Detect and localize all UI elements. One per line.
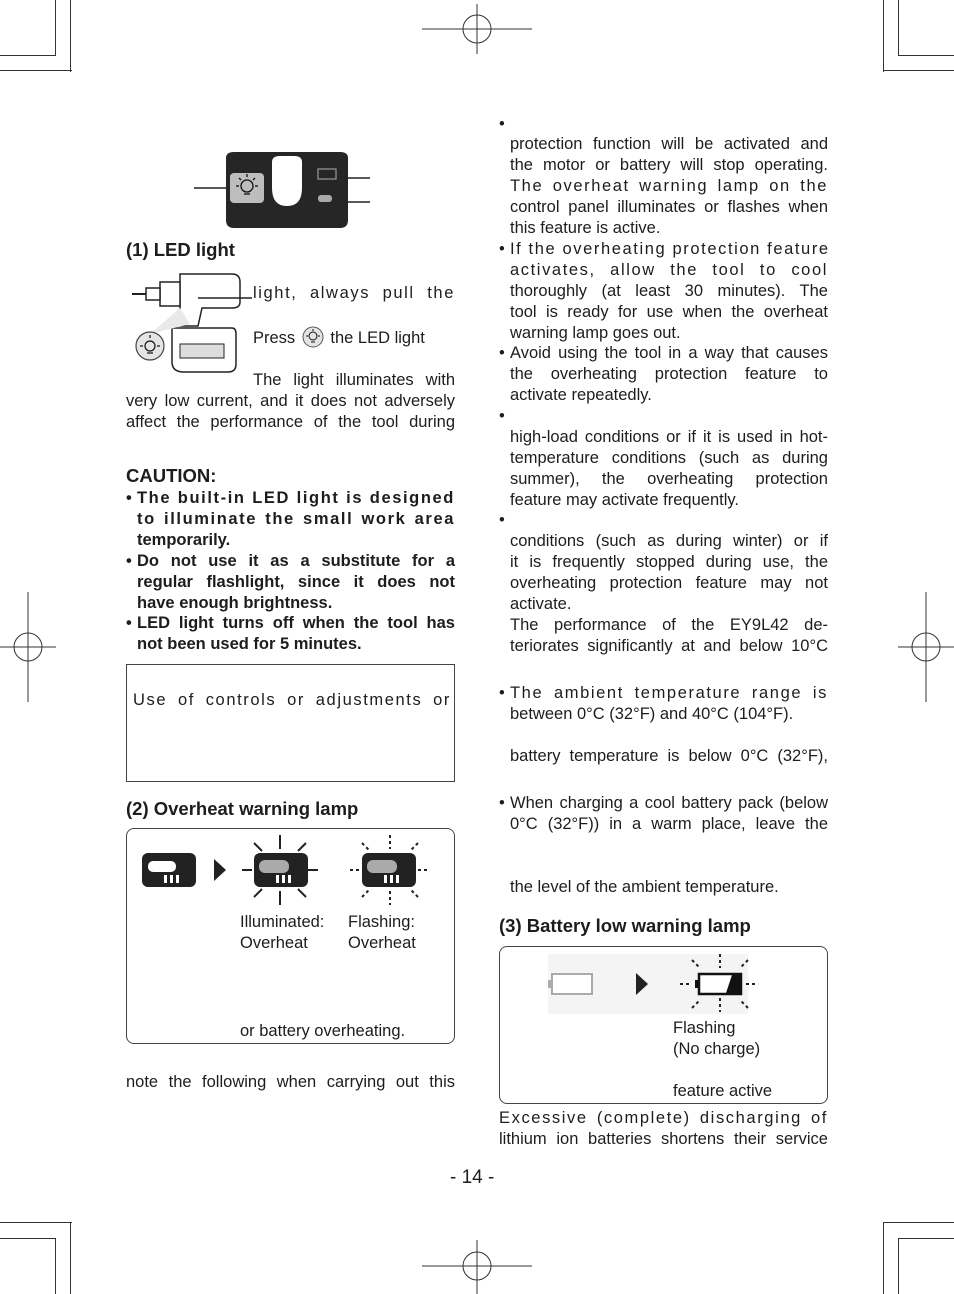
right-line-21: activate.	[510, 595, 572, 613]
drill-illustration	[132, 268, 252, 380]
led-text-3c: affect the performance of the tool during	[126, 413, 455, 431]
right-line-17: feature may activate frequently.	[510, 491, 739, 509]
led-text-3a: The light illuminates with	[253, 371, 455, 389]
right-line-18: conditions (such as during winter) or if	[510, 532, 828, 550]
led-button-icon	[302, 326, 324, 348]
right-line-23: teriorates significantly at and below 10°C	[510, 637, 828, 655]
right-line-29: the level of the ambient temperature.	[510, 878, 779, 896]
led-press-before: Press	[253, 329, 296, 347]
right-line-27: When charging a cool battery pack (below	[510, 794, 828, 812]
overheat-label-flashing: Flashing:	[348, 913, 415, 931]
right-line-15: temperature conditions (such as during	[510, 449, 828, 467]
right-line-1: protection function will be activated and	[510, 135, 828, 153]
caution-item-1-l2: to illuminate the small work area	[137, 510, 455, 528]
led-press-line	[253, 326, 425, 349]
overheat-lamp-illuminated-icon	[254, 853, 308, 887]
registration-mark-left	[0, 592, 56, 702]
battery-label-flashing: Flashing	[673, 1019, 736, 1037]
registration-mark-top	[422, 4, 532, 54]
caution-item-3-l1: LED light turns off when the tool has	[137, 614, 455, 632]
overheat-label-flashing-2: Overheat	[348, 934, 416, 952]
overheat-lamp-states	[138, 835, 438, 909]
overheat-footer: or battery overheating.	[240, 1022, 406, 1040]
overheat-heading: (2) Overheat warning lamp	[126, 798, 359, 819]
battery-lamp-states	[540, 950, 770, 1016]
right-line-19: it is frequently stopped during use, the	[510, 553, 828, 571]
caution-item-1-l3: temporarily.	[137, 531, 231, 549]
right-line-20: overheating protection feature may not	[510, 574, 828, 592]
page-number: - 14 -	[450, 1167, 495, 1188]
discharge-text-1: Excessive (complete) discharging of	[499, 1109, 828, 1127]
right-line-26: battery temperature is below 0°C (32°F),	[510, 747, 828, 765]
battery-icon	[548, 974, 592, 994]
overheat-label-illuminated-2: Overheat	[240, 934, 308, 952]
caution-item-3-l2: not been used for 5 minutes.	[137, 635, 362, 653]
led-text-1: light, always pull the	[253, 284, 455, 302]
right-line-8: thoroughly (at least 30 minutes). The	[510, 282, 828, 300]
battery-footer: feature active	[673, 1082, 773, 1100]
right-line-2: the motor or battery will stop operating.	[510, 156, 828, 174]
right-line-28: 0°C (32°F)) in a warm place, leave the	[510, 815, 828, 833]
overheat-label-illuminated: Illuminated:	[240, 913, 325, 931]
led-text-3b: very low current, and it does not adversely	[126, 392, 455, 410]
registration-mark-right	[898, 592, 954, 702]
right-line-22: The performance of the EY9L42 de-	[510, 616, 828, 634]
right-line-25: between 0°C (32°F) and 40°C (104°F).	[510, 705, 794, 723]
carry-note: note the following when carrying out this	[126, 1073, 455, 1091]
registration-mark-bottom	[422, 1240, 532, 1294]
battery-label-no-charge: (No charge)	[673, 1040, 761, 1058]
overheat-lamp-flashing-icon	[362, 853, 416, 887]
notice-text: Use of controls or adjustments or	[133, 691, 451, 709]
right-line-3: The overheat warning lamp on the	[510, 177, 828, 195]
discharge-text-2: lithium ion batteries shortens their service	[499, 1130, 828, 1148]
overheat-lamp-icon	[142, 853, 196, 887]
right-line-16: summer), the overheating protection	[510, 470, 828, 488]
right-line-13: activate repeatedly.	[510, 386, 652, 404]
right-line-7: activates, allow the tool to cool	[510, 261, 828, 279]
right-line-24: The ambient temperature range is	[510, 684, 828, 702]
right-line-6: If the overheating protection feature	[510, 240, 830, 258]
caution-item-2-l2: regular flashlight, since it does not	[137, 573, 455, 591]
overheat-lamp-icon	[318, 195, 332, 202]
battery-low-flashing-icon	[695, 974, 741, 994]
right-line-14: high-load conditions or if it is used in hot-	[510, 428, 828, 446]
notice-box	[126, 664, 455, 782]
right-line-5: this feature is active.	[510, 219, 661, 237]
right-line-4: control panel illuminates or flashes when	[510, 198, 828, 216]
caution-item-1-l1: The built-in LED light is designed	[137, 489, 455, 507]
arrow-right-icon	[214, 859, 226, 881]
led-press-after: the LED light	[330, 329, 425, 347]
battery-heading: (3) Battery low warning lamp	[499, 915, 751, 936]
caution-title: CAUTION:	[126, 465, 217, 486]
caution-item-2-l3: have enough brightness.	[137, 594, 333, 612]
right-line-9: tool is ready for use when the overheat	[510, 303, 828, 321]
right-line-12: the overheating protection feature to	[510, 365, 828, 383]
right-line-10: warning lamp goes out.	[510, 324, 681, 342]
right-line-11: Avoid using the tool in a way that causes	[510, 344, 828, 362]
caution-item-2-l1: Do not use it as a substitute for a	[137, 552, 455, 570]
led-light-heading: (1) LED light	[126, 239, 235, 260]
control-panel-figure	[190, 148, 380, 233]
